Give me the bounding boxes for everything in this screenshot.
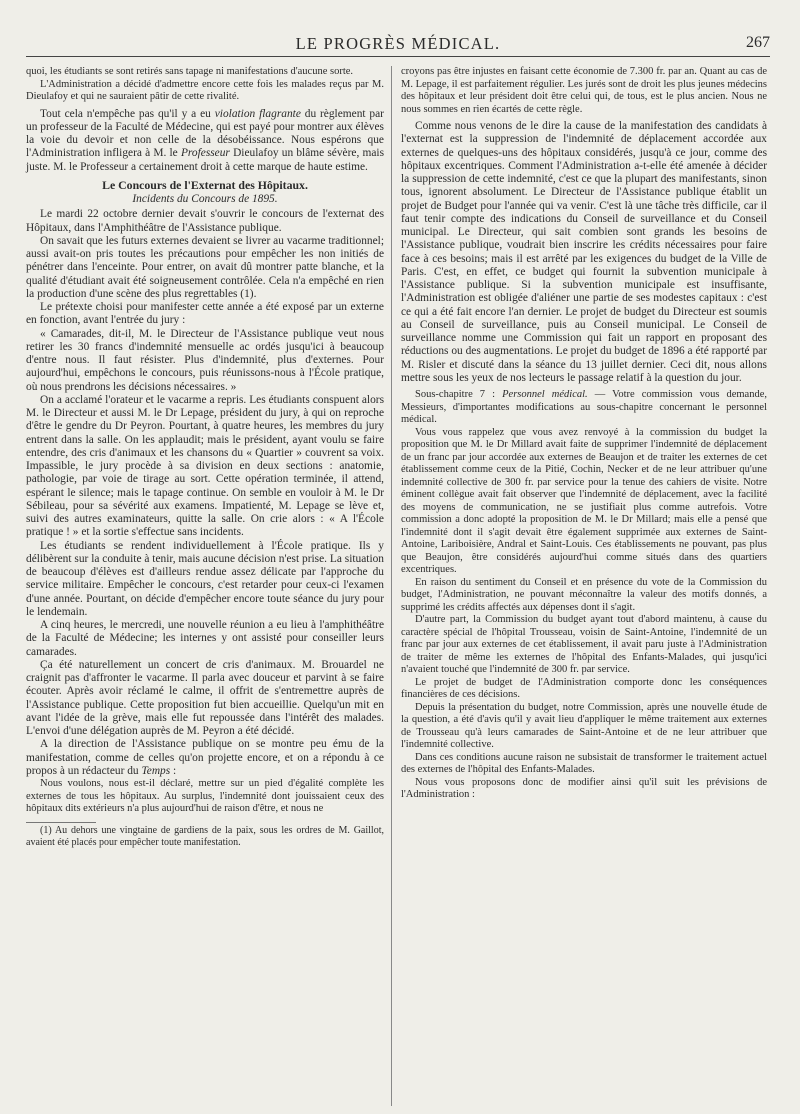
paragraph: Tout cela n'empêche pas qu'il y a eu violation flagrante du règlement par un professeur de la Faculté de Médecine, qui est payé pour montrer aux élèves la voie du devoir et non celle de la désobéissance. Nous espérons que l'Administration infligera à M. le Professeur Dieulafoy un blâme sévère, mais juste. M. le Professeur a certainement droit à cette marque de haute estime.	[26, 107, 384, 173]
quoted-paragraph: Nous voulons, nous est-il déclaré, mettre sur un pied d'égalité complète les externes de tous les hôpitaux. Au surplus, l'indemnité dont jouissaient ceux des hôpitaux dits extérieurs n'a plus aujourd'hui de raison d'être, et nous ne	[26, 778, 384, 814]
quoted-paragraph: croyons pas être injustes en faisant cette économie de 7.300 fr. par an. Quant au cas de M. Lepage, il est parfaitement régulier. Les jurés sont de droit les plus jeunes médecins des hôpitaux et leur président doit être celui qui, de tous, est le plus ancien. Nous ne nous sommes en rien écartés de cette règle.	[401, 66, 767, 115]
section-title: Le Concours de l'Externat des Hôpitaux.	[102, 177, 308, 192]
paragraph: Les étudiants se rendent individuellement à l'École pratique. Ils y délibèrent sur la conduite à tenir, mais aucune décision n'est prise. La situation de beaucoup d'élèves est d'ailleurs rendue assez délicate par l'approche du service militaire. Empêcher le concours, c'est retarder pour ceux-ci l'examen d'une année. Pourtant, on décide d'empêcher encore toute séance du jury pour le lendemain.	[26, 539, 384, 618]
paragraph: On a acclamé l'orateur et le vacarme a repris. Les étudiants conspuent alors M. le Directeur et aussi M. le Dr Lepage, président du jury, à qui on reproche d'être le gendre du Dr Peyron. Pourtant, à quatre heures, les membres du jury entrent dans la salle. On les applaudit; mais le président, ayant voulu se faire entendre, des cris d'animaux et les chansons du « Quartier » couvrent sa voix. Impassible, le jury procède à sa division en deux sections : anatomie, pathologie, par voie de tirage au sort. Cette opération terminée, il attend, espérant le silence; mais le tapage continue. On semble en vouloir à M. le Dr Sébileau, pour sa sévérité aux examens. Impatienté, M. Lepage se lève et, suivi des autres examinateurs, quitte la salle. On crie alors : « A l'École pratique ! » et la sortie s'effectue sans incidents.	[26, 393, 384, 539]
quoted-paragraph: Depuis la présentation du budget, notre Commission, après une nouvelle étude de la question, a été d'avis qu'il y avait lieu d'appliquer le même traitement aux externes de Trousseau qu'à leurs camarades de Saint-Antoine et de ne leur attribuer que l'indemnité collective.	[401, 701, 767, 750]
quoted-paragraph: Le projet de budget de l'Administration comporte donc les conséquences financières de ces décisions.	[401, 676, 767, 700]
page-number: 267	[746, 34, 770, 51]
quoted-paragraph: Dans ces conditions aucune raison ne subsistait de transformer le traitement actuel des externes de l'hôpital des Enfants-Malades.	[401, 751, 767, 775]
journal-title: LE PROGRÈS MÉDICAL.	[295, 34, 501, 53]
column-separator	[391, 66, 392, 1106]
quoted-paragraph: Vous vous rappelez que vous avez renvoyé à la commission du budget la proposition que M. le Dr Millard avait faite de supprimer l'indemnité de déplacement de un franc par jour accordée aux externes de Beaujon et de traiter les externes de cet établissement comme ceux de la Pitié, Cochin, Necker et de ne leur attribuer qu'une indemnité collective de 300 fr. par service pour la tenue des cahiers de visite. Notre éminent collègue avait fait observer que l'indemnité de déplacement, avec la facilité des moyens de communication, ne se justifiait plus comme autrefois. Votre commission a donc adopté la proposition de M. le Dr Millard; mais elle a pensé que l'indemnité dont il s'agit devait être également supprimée aux externes de Saint-Antoine, Lariboisière, Andral et Saint-Louis. Ces établissements ne pouvant, pas plus que Beaujon, être considérés aujourd'hui comme situés dans des quartiers excentriques.	[401, 426, 767, 575]
paragraph: Le prétexte choisi pour manifester cette année a été exposé par un externe en fonction, avant l'entrée du jury :	[26, 301, 384, 327]
header-rule	[26, 56, 770, 57]
paragraph: Ça été naturellement un concert de cris d'animaux. M. Brouardel ne craignit pas d'affronter le vacarme. Il parla avec douceur et parvint à se faire écouter. Après avoir réclamé le calme, il offrit de s'entremettre auprès de l'Assistance publique. Cette proposition fut bien accueillie. Quelqu'un mit en avant l'idée de la grève, mais elle fut repoussée dans l'intérêt des malades. L'envoi d'une délégation auprès de M. Peyron a été décidé.	[26, 658, 384, 737]
quoted-paragraph: D'autre part, la Commission du budget ayant tout d'abord maintenu, à cause du caractère spécial de l'hôpital Trousseau, voisin de Saint-Antoine, l'indemnité de un franc par jour aux externes de cet établissement, il avait paru juste à l'Administration de traiter de même les externes de l'hôpital des Enfants-Malades, qui jusqu'ici n'avaient touché que l'indemnité de 300 fr. par service.	[401, 614, 767, 675]
paragraph: L'Administration a décidé d'admettre encore cette fois les malades reçus par M. Dieulafoy et qui ne sauraient pâtir de cette rivalité.	[26, 78, 384, 102]
paragraph: On savait que les futurs externes devaient se livrer au vacarme traditionnel; aussi avait-on pris toutes les précautions pour empêcher les non initiés de pénétrer dans l'enceinte. Pour entrer, on avait dû montrer patte blanche, et la qualité d'étudiant avait été soigneusement contrôlée. Cela n'a empêché en rien la production d'une scène des plus regrettables (1).	[26, 234, 384, 300]
paragraph: « Camarades, dit-il, M. le Directeur de l'Assistance publique veut nous retirer les 30 francs d'indemnité mensuelle ac ordés jusqu'ici à beaucoup d'entre nous. Il faut résister. Plus d'indemnité, plus d'externes. Pour aujourd'hui, empêchons le concours, puis réunissons-nous à l'École pratique, où nous prendrons les décisions nécessaires. »	[26, 327, 384, 393]
quoted-paragraph: En raison du sentiment du Conseil et en présence du vote de la Commission du budget, l'Administration, ne pouvant méconnaître la valeur des motifs donnés, a supprimé les crédits affectés aux dépenses dont il s'agit.	[401, 576, 767, 613]
quoted-paragraph: Nous vous proposons donc de modifier ainsi qu'il suit les prévisions de l'Administration :	[401, 776, 767, 800]
paragraph: Le mardi 22 octobre dernier devait s'ouvrir le concours de l'externat des Hôpitaux, dans l'Amphithéâtre de l'Assistance publique.	[26, 208, 384, 234]
footnote: (1) Au dehors une vingtaine de gardiens de la paix, sous les ordres de M. Gaillot, avaient été placés pour empêcher toute manifestation.	[26, 824, 384, 848]
footnote-rule	[26, 822, 96, 823]
paragraph: Comme nous venons de le dire la cause de la manifestation des candidats à l'externat est la suppression de l'indemnité de déplacement accordée aux externes de quelques-uns des hôpitaux considérés, jusqu'à ce jour, comme des hôpitaux excentriques. Comment l'Administration a-t-elle été amenée à décider la suppression de cette indemnité, c'est ce que la plupart des manifestants, sinon tous, ignorent absolument. Le Directeur de l'Assistance publique établit un projet de Budget pour l'année qui va venir. C'est là une tâche très difficile, car il faut tenir compte des indications du Conseil de surveillance et du Conseil municipal. Le Directeur, qui sait combien sont grands les besoins de l'Assistance publique, voudrait bien inscrire les crédits nécessaires pour faire face à ces besoins; mais il est arrêté par les exigences du budget de la Ville de Paris. C'est, en effet, ce budget qui fournit la subvention municipale à l'Assistance publique. Si la subvention municipale est insuffisante, l'Administration est obligée d'aliéner une partie de ses modestes capitaux : c'est ce qui a été fait encore l'an dernier. Le projet de budget du Directeur est soumis au Conseil de surveillance, puis au Conseil municipal. Le Conseil de surveillance nomme une Commission qui fait un rapport en proposant des réductions ou des augmentations. Le projet du budget de 1896 a été rapporté par M. Risler et discuté dans la séance du 13 juillet dernier. Ceci dit, nous allons mettre sous les yeux de nos lecteurs le passage relatif à la question du jour.	[401, 120, 767, 384]
paragraph: quoi, les étudiants se sont retirés sans tapage ni manifestations d'aucune sorte.	[26, 66, 354, 77]
paragraph: A cinq heures, le mercredi, une nouvelle réunion a eu lieu à l'amphithéâtre de la Faculté de Médecine; les internes y ont assisté pour conseiller leurs camarades.	[26, 619, 384, 658]
paragraph: A la direction de l'Assistance publique on se montre peu ému de la manifestation, comme de celles qu'on projette encore, et on a répondu à ce propos à un rédacteur du Temps :	[26, 738, 384, 777]
right-column	[401, 66, 767, 802]
section-subtitle: Incidents du Concours de 1895.	[132, 193, 278, 205]
page-header	[26, 34, 770, 56]
quoted-paragraph: Sous-chapitre 7 : Personnel médical. — Votre commission vous demande, Messieurs, d'importantes modifications au sous-chapitre concernant le personnel médical.	[401, 389, 768, 425]
left-column	[26, 66, 384, 849]
